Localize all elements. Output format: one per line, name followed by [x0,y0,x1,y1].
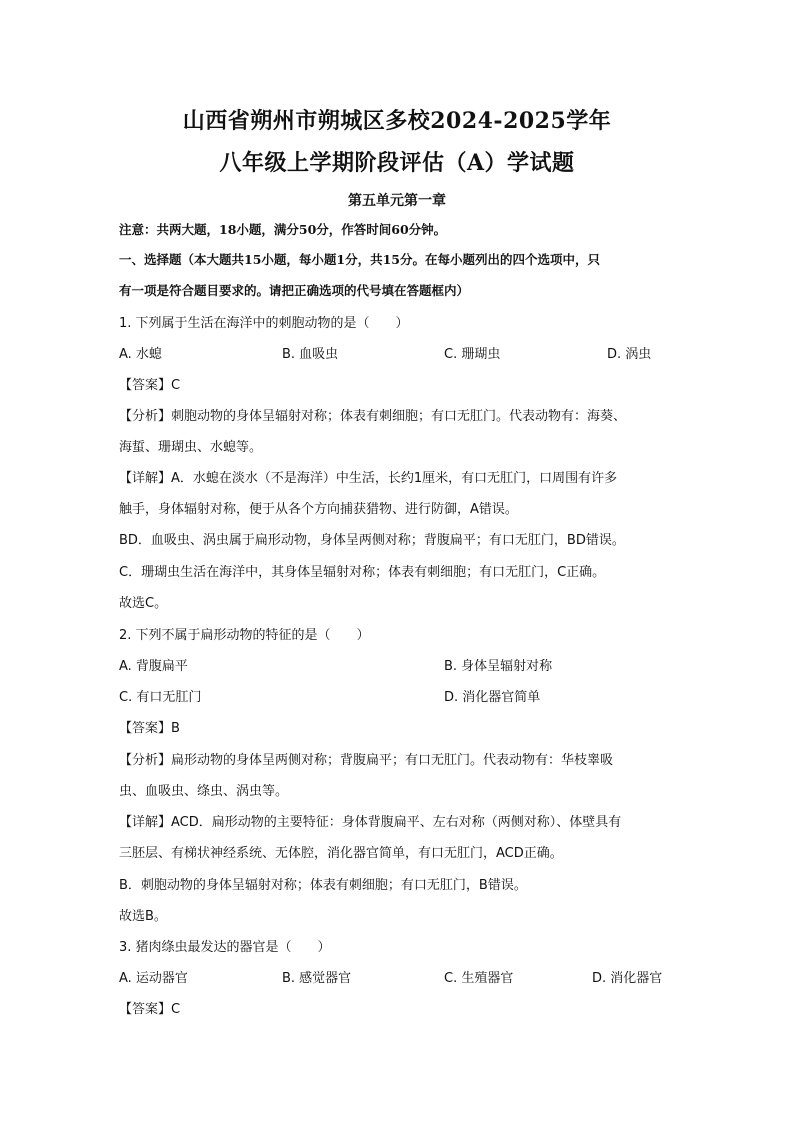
notice: 注意：共两大题，18小题，满分50分，作答时间60分钟。 [119,222,447,237]
question-3-option-c: C. 生殖器官 [444,971,514,986]
question-1-option-c: C. 珊瑚虫 [444,347,501,362]
question-1-detail-c: C．珊瑚虫生活在海洋中，其身体呈辐射对称；体表有刺细胞；有口无肛门，C正确。 [119,565,606,580]
question-1-option-d: D. 涡虫 [607,347,652,362]
question-1-analysis: 【分析】刺胞动物的身体呈辐射对称；体表有刺细胞；有口无肛门。代表动物有：海葵、 [119,409,627,424]
question-1-detail-cont: 触手，身体辐射对称，便于从各个方向捕获猎物、进行防御，A错误。 [119,502,518,517]
question-1-stem: 1. 下列属于生活在海洋中的刺胞动物的是（ ） [119,316,409,331]
question-2-detail-cont: 三胚层、有梯状神经系统、无体腔，消化器官简单，有口无肛门，ACD正确。 [119,846,563,861]
question-1-detail-bd: BD．血吸虫、涡虫属于扁形动物，身体呈两侧对称；背腹扁平；有口无肛门，BD错误。 [119,533,625,548]
question-1-conclusion: 故选C。 [119,596,168,611]
question-1-answer: 【答案】C [119,378,181,393]
question-2-detail: 【详解】ACD．扁形动物的主要特征：身体背腹扁平、左右对称（两侧对称）、体壁具有 [119,815,622,830]
question-2-conclusion: 故选B。 [119,909,167,924]
document-title-line2: 八年级上学期阶段评估（A）学试题 [219,150,575,176]
question-2-option-d: D. 消化器官简单 [444,690,541,705]
question-3-option-b: B. 感觉器官 [282,971,352,986]
question-1-option-b: B. 血吸虫 [282,347,339,362]
question-1-detail: 【详解】A．水螅在淡水（不是海洋）中生活，长约1厘米，有口无肛门，口周围有许多 [119,471,618,486]
question-3-option-a: A. 运动器官 [119,971,188,986]
question-3-option-d: D. 消化器官 [592,971,663,986]
question-1-analysis-cont: 海蜇、珊瑚虫、水螅等。 [119,440,263,455]
question-2-option-b: B. 身体呈辐射对称 [444,659,553,674]
question-3-stem: 3. 猪肉绦虫最发达的器官是（ ） [119,940,331,955]
question-2-option-a: A. 背腹扁平 [119,659,188,674]
question-2-detail-b: B．刺胞动物的身体呈辐射对称；体表有刺细胞；有口无肛门，B错误。 [119,878,527,893]
question-2-analysis-cont: 虫、血吸虫、绦虫、涡虫等。 [119,784,289,799]
question-2-option-c: C. 有口无肛门 [119,690,202,705]
section1-heading-line2: 有一项是符合题目要求的。请把正确选项的代号填在答题框内） [119,283,470,298]
question-1-option-a: A. 水螅 [119,347,162,362]
question-2-answer: 【答案】B [119,721,180,736]
question-2-analysis: 【分析】扁形动物的身体呈两侧对称；背腹扁平；有口无肛门。代表动物有：华枝睾吸 [119,753,614,768]
document-subtitle: 第五单元第一章 [348,193,446,209]
section1-heading-line1: 一、选择题（本大题共15小题，每小题1分，共15分。在每小题列出的四个选项中，只 [119,252,600,267]
question-2-stem: 2. 下列不属于扁形动物的特征的是（ ） [119,628,370,643]
question-3-answer: 【答案】C [119,1002,181,1017]
document-title-line1: 山西省朔州市朔城区多校2024-2025学年 [182,108,612,134]
